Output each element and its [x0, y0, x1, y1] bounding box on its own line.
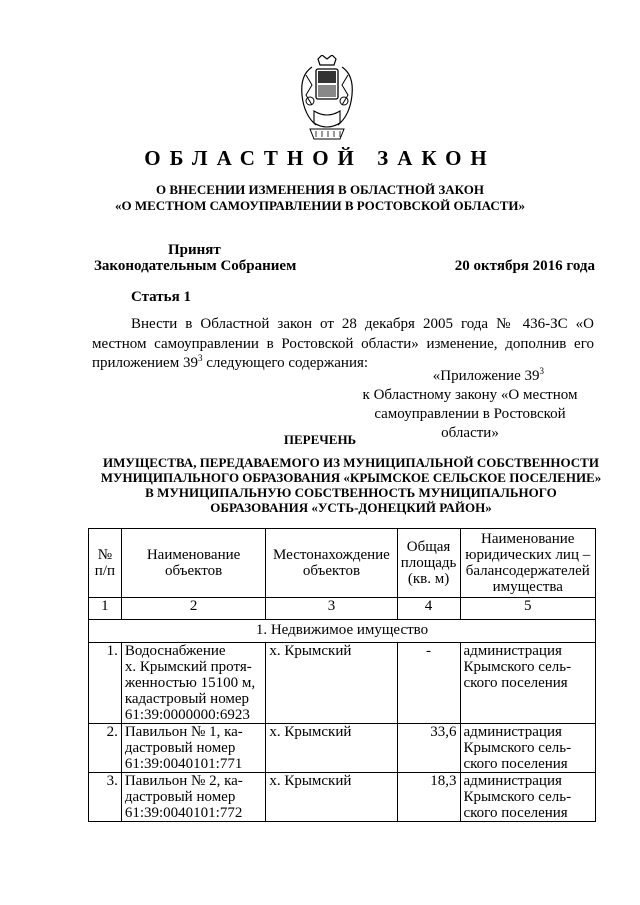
column-number-row — [89, 598, 596, 620]
coat-of-arms-icon — [296, 55, 358, 141]
appendix-title-text: «Приложение 39 — [432, 368, 540, 384]
article-text — [92, 315, 594, 374]
column-number: 5 — [460, 598, 596, 620]
adopted-by: Законодательным Собранием — [94, 258, 297, 274]
object-location: х. Крымский — [266, 643, 397, 724]
appendix-ref-line: к Областному закону «О местном — [362, 387, 578, 403]
article-text-part: следующего содержания: — [202, 355, 369, 371]
section-row — [89, 620, 596, 643]
superscript: 3 — [539, 366, 544, 376]
column-number: 1 — [89, 598, 122, 620]
superscript: 3 — [197, 353, 203, 363]
list-subtitle — [60, 455, 640, 515]
object-location: х. Крымский — [266, 724, 397, 773]
document-title: ОБЛАСТНОЙ ЗАКОН — [144, 146, 496, 170]
subtitle-line: «О МЕСТНОМ САМОУПРАВЛЕНИИ В РОСТОВСКОЙ ОБЛАСТИ» — [115, 198, 525, 213]
header-cell: Наименование объектов — [121, 529, 265, 598]
document-subtitle — [0, 182, 640, 214]
balance-holder: администрация Крымского сель- ского поселения — [460, 643, 596, 724]
column-number: 2 — [121, 598, 265, 620]
object-location: х. Крымский — [266, 773, 397, 822]
row-number: 3. — [89, 773, 122, 822]
object-name: Павильон № 2, ка- дастровый номер 61:39:0040101:772 — [121, 773, 265, 822]
object-name: Водоснабжение х. Крымский протя- женностью 15100 м, кадастровый номер 61:39:0000000:6923 — [121, 643, 265, 724]
table-row — [89, 643, 596, 724]
object-area: - — [397, 643, 460, 724]
header-cell: № п/п — [89, 529, 122, 598]
adopted-date: 20 октября 2016 года — [454, 258, 595, 274]
table-row — [89, 773, 596, 822]
object-area: 33,6 — [397, 724, 460, 773]
header-cell: Местонахождение объектов — [266, 529, 397, 598]
article-title: Статья 1 — [131, 289, 191, 305]
object-area: 18,3 — [397, 773, 460, 822]
subtitle-line: О ВНЕСЕНИИ ИЗМЕНЕНИЯ В ОБЛАСТНОЙ ЗАКОН — [156, 182, 484, 197]
list-subtitle-line: В МУНИЦИПАЛЬНУЮ СОБСТВЕННОСТЬ МУНИЦИПАЛЬНОГО — [145, 485, 557, 500]
column-number: 4 — [397, 598, 460, 620]
balance-holder: администрация Крымского сель- ского поселения — [460, 724, 596, 773]
table-header-row — [89, 529, 596, 598]
row-number: 1. — [89, 643, 122, 724]
balance-holder: администрация Крымского сель- ского поселения — [460, 773, 596, 822]
article-text-part: Внести в Областной закон от 28 декабря 2005 года № 436-ЗС «О местном самоуправлении в Ростовской области» изменение, дополнив его приложением 39 — [92, 316, 594, 371]
column-number: 3 — [266, 598, 397, 620]
list-subtitle-line: ОБРАЗОВАНИЯ «УСТЬ-ДОНЕЦКИЙ РАЙОН» — [210, 500, 492, 515]
header-cell: Наименование юридических лиц – балансодержателей имущества — [460, 529, 596, 598]
list-subtitle-line: ИМУЩЕСТВА, ПЕРЕДАВАЕМОГО ИЗ МУНИЦИПАЛЬНОЙ СОБСТВЕННОСТИ — [103, 455, 599, 470]
list-title: ПЕРЕЧЕНЬ — [283, 432, 357, 447]
header-cell: Общая площадь (кв. м) — [397, 529, 460, 598]
object-name: Павильон № 1, ка- дастровый номер 61:39:0040101:771 — [121, 724, 265, 773]
list-subtitle-line: МУНИЦИПАЛЬНОГО ОБРАЗОВАНИЯ «КРЫМСКОЕ СЕЛЬСКОЕ ПОСЕЛЕНИЕ» — [100, 470, 602, 485]
row-number: 2. — [89, 724, 122, 773]
appendix-ref-line: самоуправлении в Ростовской области» — [374, 406, 566, 441]
section-title: 1. Недвижимое имущество — [89, 620, 596, 643]
appendix-title — [433, 367, 544, 386]
table-row — [89, 724, 596, 773]
assets-table — [88, 528, 596, 822]
adopted-label: Принят — [168, 242, 221, 258]
